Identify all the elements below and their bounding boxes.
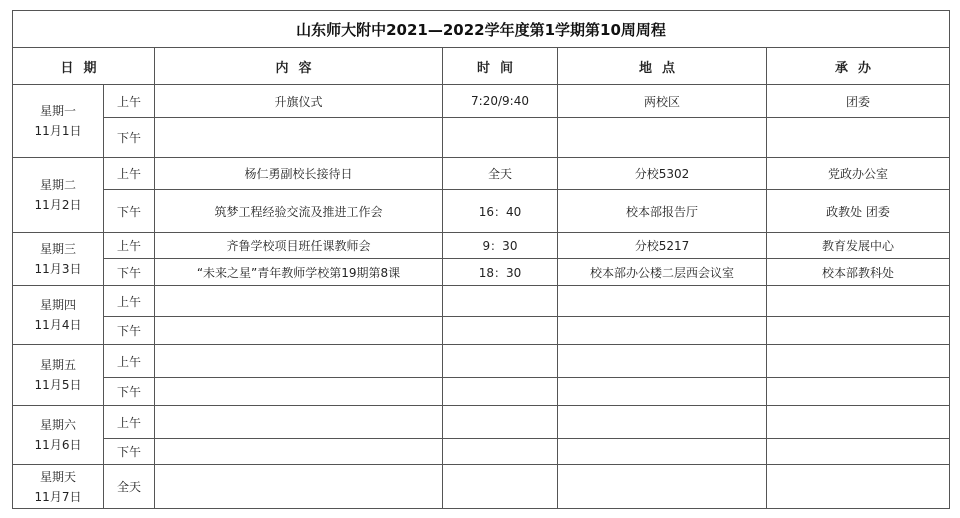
event-place xyxy=(558,439,767,465)
date-label: 11月7日 xyxy=(34,489,82,504)
day-cell-thursday xyxy=(13,286,104,345)
event-organizer xyxy=(767,345,950,378)
period-pm: 下午 xyxy=(104,259,155,286)
event-content: 升旗仪式 xyxy=(155,85,443,118)
weekday-label: 星期六 xyxy=(39,418,76,432)
event-place xyxy=(558,406,767,439)
event-organizer: 校本部教科处 xyxy=(767,259,950,286)
event-content xyxy=(155,439,443,465)
event-time xyxy=(443,406,558,439)
event-place xyxy=(558,465,767,509)
event-organizer xyxy=(767,286,950,317)
event-place: 分校5217 xyxy=(558,233,767,259)
event-content xyxy=(155,345,443,378)
event-content xyxy=(155,118,443,158)
event-organizer: 党政办公室 xyxy=(767,158,950,190)
weekly-schedule-table xyxy=(12,10,950,509)
event-content xyxy=(155,465,443,509)
schedule-sheet xyxy=(12,10,949,512)
event-time xyxy=(443,286,558,317)
event-place xyxy=(558,378,767,406)
header-date: 日期 xyxy=(13,48,155,85)
event-organizer xyxy=(767,378,950,406)
event-content: 齐鲁学校项目班任课教师会 xyxy=(155,233,443,259)
day-cell-sunday xyxy=(13,465,104,509)
event-place xyxy=(558,118,767,158)
weekday-label: 星期二 xyxy=(39,178,76,192)
header-organizer: 承办 xyxy=(767,48,950,85)
day-cell-wednesday xyxy=(13,233,104,286)
day-cell-monday xyxy=(13,85,104,158)
period-pm: 下午 xyxy=(104,118,155,158)
period-pm: 下午 xyxy=(104,439,155,465)
table-row xyxy=(13,259,950,286)
event-organizer: 教育发展中心 xyxy=(767,233,950,259)
table-row xyxy=(13,286,950,317)
day-cell-friday xyxy=(13,345,104,406)
event-time xyxy=(443,439,558,465)
event-organizer xyxy=(767,406,950,439)
table-row xyxy=(13,378,950,406)
event-place: 两校区 xyxy=(558,85,767,118)
event-time: 16：40 xyxy=(443,190,558,233)
event-place xyxy=(558,317,767,345)
period-pm: 下午 xyxy=(104,190,155,233)
date-label: 11月2日 xyxy=(34,198,82,212)
header-place: 地点 xyxy=(558,48,767,85)
table-row xyxy=(13,406,950,439)
event-time xyxy=(443,378,558,406)
event-place: 校本部报告厅 xyxy=(558,190,767,233)
event-organizer: 政教处 团委 xyxy=(767,190,950,233)
event-organizer: 团委 xyxy=(767,85,950,118)
table-row xyxy=(13,465,950,509)
event-content xyxy=(155,286,443,317)
period-allday: 全天 xyxy=(104,465,155,509)
event-organizer xyxy=(767,317,950,345)
event-organizer xyxy=(767,118,950,158)
period-am: 上午 xyxy=(104,158,155,190)
weekday-label: 星期三 xyxy=(39,242,76,256)
event-content: “未来之星”青年教师学校第19期第8课 xyxy=(155,259,443,286)
table-row xyxy=(13,439,950,465)
table-row xyxy=(13,190,950,233)
event-place: 校本部办公楼二层西会议室 xyxy=(558,259,767,286)
event-organizer xyxy=(767,465,950,509)
header-time: 时间 xyxy=(443,48,558,85)
day-cell-saturday xyxy=(13,406,104,465)
event-content: 杨仁勇副校长接待日 xyxy=(155,158,443,190)
event-place xyxy=(558,286,767,317)
date-label: 11月5日 xyxy=(34,378,82,392)
period-am: 上午 xyxy=(104,233,155,259)
header-content: 内容 xyxy=(155,48,443,85)
period-pm: 下午 xyxy=(104,317,155,345)
date-label: 11月1日 xyxy=(34,124,82,138)
event-time xyxy=(443,317,558,345)
weekday-label: 星期天 xyxy=(39,469,76,484)
period-am: 上午 xyxy=(104,406,155,439)
period-am: 上午 xyxy=(104,85,155,118)
event-place: 分校5302 xyxy=(558,158,767,190)
table-row xyxy=(13,158,950,190)
date-label: 11月3日 xyxy=(34,262,82,276)
event-content xyxy=(155,378,443,406)
event-time: 全天 xyxy=(443,158,558,190)
date-label: 11月6日 xyxy=(34,438,82,452)
event-content: 筑梦工程经验交流及推进工作会 xyxy=(155,190,443,233)
event-time xyxy=(443,118,558,158)
period-am: 上午 xyxy=(104,345,155,378)
weekday-label: 星期五 xyxy=(39,358,76,372)
period-am: 上午 xyxy=(104,286,155,317)
schedule-title: 山东师大附中2021—2022学年度第1学期第10周周程 xyxy=(13,11,950,48)
event-time xyxy=(443,345,558,378)
event-content xyxy=(155,317,443,345)
table-row xyxy=(13,345,950,378)
event-place xyxy=(558,345,767,378)
event-time xyxy=(443,465,558,509)
date-label: 11月4日 xyxy=(34,318,82,332)
event-time: 18：30 xyxy=(443,259,558,286)
table-row xyxy=(13,233,950,259)
event-content xyxy=(155,406,443,439)
day-cell-tuesday xyxy=(13,158,104,233)
weekday-label: 星期四 xyxy=(39,298,76,312)
table-row xyxy=(13,85,950,118)
period-pm: 下午 xyxy=(104,378,155,406)
table-row xyxy=(13,118,950,158)
event-time: 9：30 xyxy=(443,233,558,259)
event-organizer xyxy=(767,439,950,465)
event-time: 7:20/9:40 xyxy=(443,85,558,118)
table-row xyxy=(13,317,950,345)
weekday-label: 星期一 xyxy=(39,104,76,118)
